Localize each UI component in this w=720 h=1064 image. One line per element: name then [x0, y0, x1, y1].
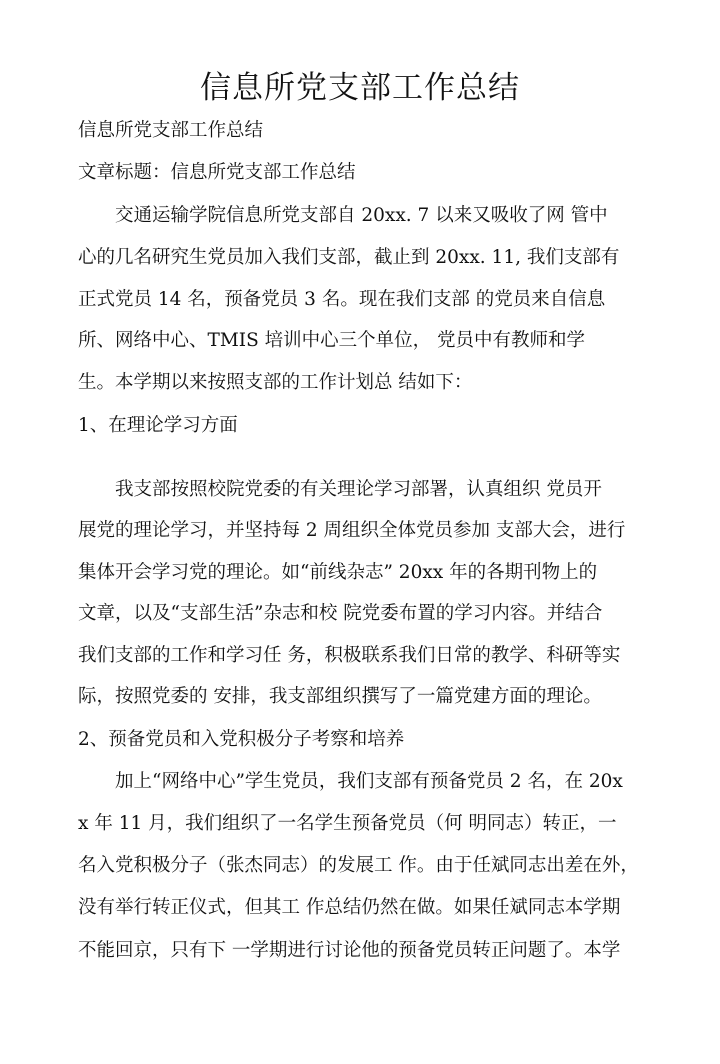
- body-line: 名入党积极分子（张杰同志）的发展工 作。由于任斌同志出差在外，: [78, 855, 639, 876]
- body-line: 没有举行转正仪式，但其工 作总结仍然在做。如果任斌同志本学期: [78, 897, 621, 918]
- body-line: 文章，以及“支部生活”杂志和校 院党委布置的学习内容。并结合: [78, 603, 603, 624]
- document-title: 信息所党支部工作总结: [200, 70, 520, 106]
- document-subtitle: 信息所党支部工作总结: [78, 120, 264, 141]
- body-line: 际，按照党委的 安排，我支部组织撰写了一篇党建方面的理论。: [78, 686, 602, 707]
- body-line: 加上“网络中心”学生党员，我们支部有预备党员 2 名，在 20x: [78, 771, 623, 792]
- body-line: 正式党员 14 名，预备党员 3 名。现在我们支部 的党员来自信息: [78, 289, 606, 310]
- body-line: 不能回京，只有下 一学期进行讨论他的预备党员转正问题了。本学: [78, 940, 621, 961]
- body-line: x 年 11 月，我们组织了一名学生预备党员（何 明同志）转正，一: [78, 813, 617, 834]
- body-line: 所、网络中心、TMIS 培训中心三个单位， 党员中有教师和学: [78, 330, 586, 351]
- body-line: 我们支部的工作和学习任 务，积极联系我们日常的教学、科研等实: [78, 645, 621, 666]
- section-heading-probationary: 2、预备党员和入党积极分子考察和培养: [78, 729, 405, 750]
- section-heading-theory: 1、在理论学习方面: [78, 415, 238, 436]
- article-title-line: 文章标题：信息所党支部工作总结: [78, 162, 356, 183]
- body-line: 我支部按照校院党委的有关理论学习部署，认真组织 党员开: [78, 479, 602, 500]
- body-line: 心的几名研究生党员加入我们支部，截止到 20xx. 11, 我们支部有: [78, 247, 620, 268]
- body-line: 交通运输学院信息所党支部自 20xx. 7 以来又吸收了网 管中: [78, 205, 608, 226]
- body-line: 生。本学期以来按照支部的工作计划总 结如下：: [78, 372, 473, 393]
- body-line: 展党的理论学习，并坚持每 2 周组织全体党员参加 支部大会，进行: [78, 520, 626, 541]
- body-line: 集体开会学习党的理论。如“前线杂志” 20xx 年的各期刊物上的: [78, 562, 598, 583]
